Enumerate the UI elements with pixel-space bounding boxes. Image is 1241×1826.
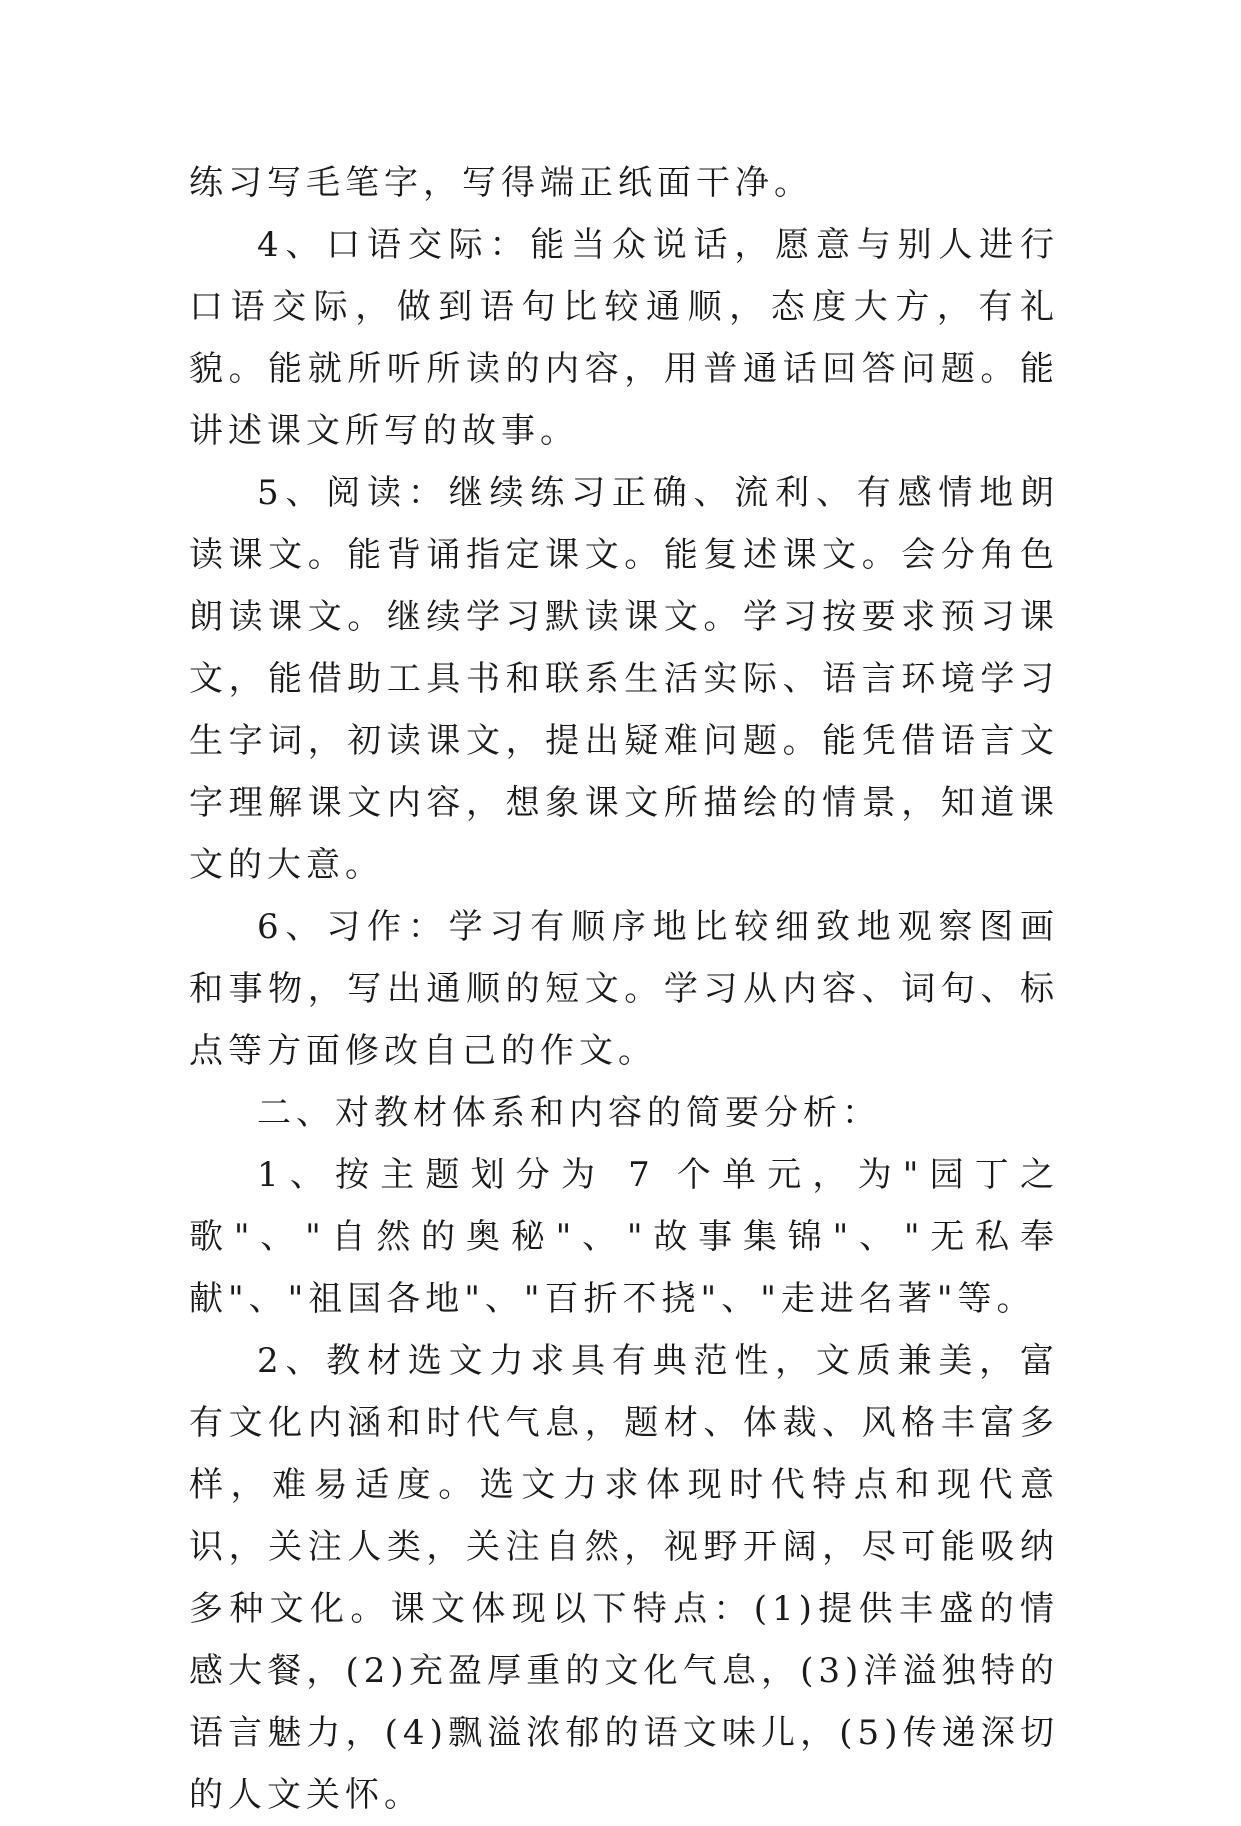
paragraph-reading: 5、阅读：继续练习正确、流利、有感情地朗读课文。能背诵指定课文。能复述课文。会分角色朗读课文。继续学习默读课文。学习按要求预习课文，能借助工具书和联系生活实际、语言环境学习生字词，初读课文，提出疑难问题。能凭借语言文字理解课文内容，想象课文所描绘的情景，知道课文的大意。	[189, 473, 1059, 885]
paragraph-composition: 6、习作：学习有顺序地比较细致地观察图画和事物，写出通顺的短文。学习从内容、词句、标点等方面修改自己的作文。	[189, 907, 1059, 1071]
paragraph-units: 1、按主题划分为 7 个单元，为"园丁之歌"、"自然的奥秘"、"故事集锦"、"无私奉献"、"祖国各地"、"百折不挠"、"走进名著"等。	[189, 1155, 1059, 1319]
paragraph-selection-features: 2、教材选文力求具有典范性，文质兼美，富有文化内涵和时代气息，题材、体裁、风格丰富多样，难易适度。选文力求体现时代特点和现代意识，关注人类，关注自然，视野开阔，尽可能吸纳多种文化。课文体现以下特点：(1)提供丰盛的情感大餐，(2)充盈厚重的文化气息，(3)洋溢独特的语言魅力，(4)飘溢浓郁的语文味儿，(5)传递深切的人文关怀。	[189, 1341, 1059, 1815]
section-heading-textbook-analysis: 二、对教材体系和内容的简要分析：	[257, 1093, 881, 1133]
document-body	[189, 152, 1059, 1826]
paragraph-oral-communication: 4、口语交际：能当众说话，愿意与别人进行口语交际，做到语句比较通顺，态度大方，有礼貌。能就所听所读的内容，用普通话回答问题。能讲述课文所写的故事。	[189, 225, 1059, 451]
paragraph-continuation: 练习写毛笔字，写得端正纸面干净。	[189, 163, 813, 203]
